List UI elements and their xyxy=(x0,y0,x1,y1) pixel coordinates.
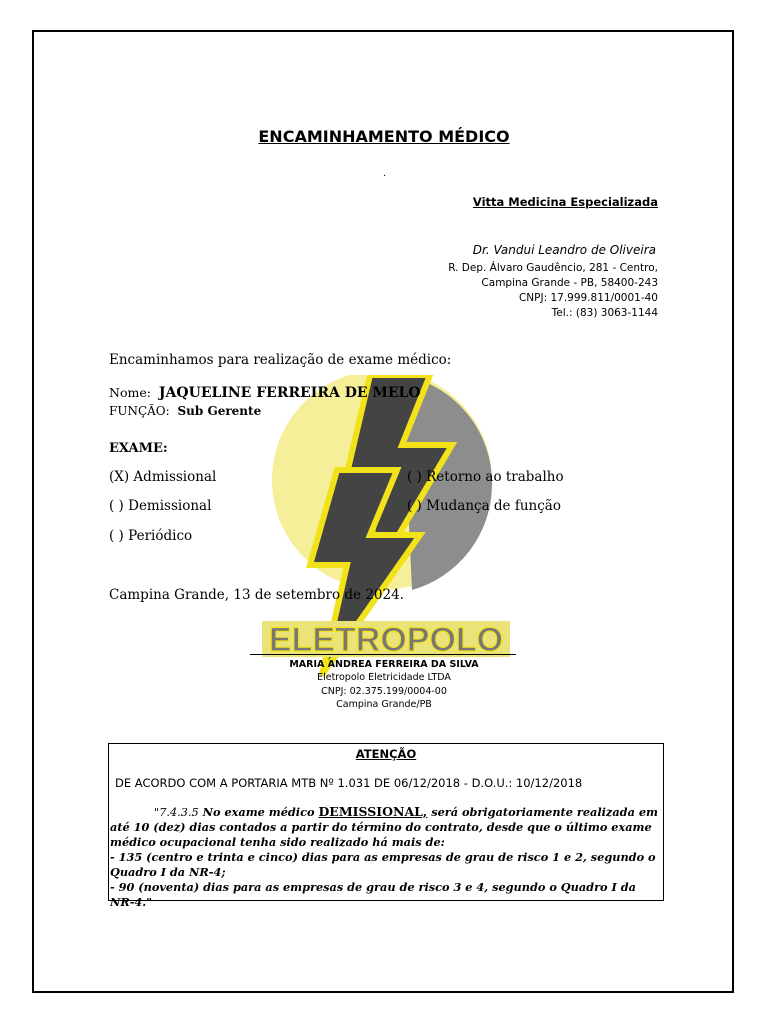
eletropolo-watermark-logo xyxy=(252,375,512,705)
attention-portaria: DE ACORDO COM A PORTARIA MTB Nº 1.031 DE 06/12/2018 - D.O.U.: 10/12/2018 xyxy=(115,776,583,790)
clinic-address-line2: Campina Grande - PB, 58400-243 xyxy=(481,277,658,289)
exam-option-retorno: ( ) Retorno ao trabalho xyxy=(407,469,564,485)
clinic-phone: Tel.: (83) 3063-1144 xyxy=(551,307,658,319)
quote-number: "7.4.3.5 xyxy=(154,806,199,819)
exam-option-admissional: (X) Admissional xyxy=(109,469,217,485)
clinic-cnpj: CNPJ: 17.999.811/0001-40 xyxy=(518,292,658,304)
patient-name: JAQUELINE FERREIRA DE MELO xyxy=(158,385,421,401)
signer-city: Campina Grande/PB xyxy=(336,699,432,710)
watermark-logo-text: ELETROPOLO xyxy=(268,621,504,659)
quote-part2: será obrigatoriamente realizada em até 10 (dez) dias contados a partir do término do contrato, desde que o último exame médico ocupacional tenha sido realizado há mais de: xyxy=(110,805,658,849)
title-dot: . xyxy=(383,168,387,179)
exam-option-demissional: ( ) Demissional xyxy=(109,498,212,514)
attention-title: ATENÇÃO xyxy=(355,747,417,761)
name-row xyxy=(109,385,421,401)
signer-name: MARIA ANDREA FERREIRA DA SILVA xyxy=(289,659,479,670)
document-title: ENCAMINHAMENTO MÉDICO xyxy=(258,127,510,146)
attention-box xyxy=(108,743,664,909)
quote-line3: - 90 (noventa) dias para as empresas de grau de risco 3 e 4, segundo o Quadro I da NR-4." xyxy=(110,880,636,909)
signer-cnpj: CNPJ: 02.375.199/0004-00 xyxy=(321,686,447,697)
signer-company: Eletropolo Eletricidade LTDA xyxy=(317,672,451,683)
attention-quote xyxy=(110,804,659,910)
intro-text: Encaminhamos para realização de exame médico: xyxy=(109,352,452,368)
signature-line xyxy=(250,654,516,655)
quote-line2: - 135 (centro e trinta e cinco) dias para as empresas de grau de risco 1 e 2, segundo o Quadro I da NR-4; xyxy=(110,850,656,879)
exam-heading: EXAME: xyxy=(109,441,168,456)
doctor-name: Dr. Vandui Leandro de Oliveira xyxy=(472,243,656,257)
quote-part1: No exame médico xyxy=(202,805,315,819)
name-label: Nome: xyxy=(109,385,151,400)
function-value: Sub Gerente xyxy=(177,404,262,418)
clinic-name: Vitta Medicina Especializada xyxy=(472,195,658,209)
function-row xyxy=(109,404,261,418)
document-date: Campina Grande, 13 de setembro de 2024. xyxy=(109,587,404,603)
function-label: FUNÇÃO: xyxy=(109,404,170,418)
clinic-address-line1: R. Dep. Álvaro Gaudêncio, 281 - Centro, xyxy=(448,262,658,274)
quote-demissional: DEMISSIONAL, xyxy=(318,804,428,819)
exam-option-mudanca: ( ) Mudança de função xyxy=(407,498,561,514)
exam-option-periodico: ( ) Periódico xyxy=(109,528,193,544)
